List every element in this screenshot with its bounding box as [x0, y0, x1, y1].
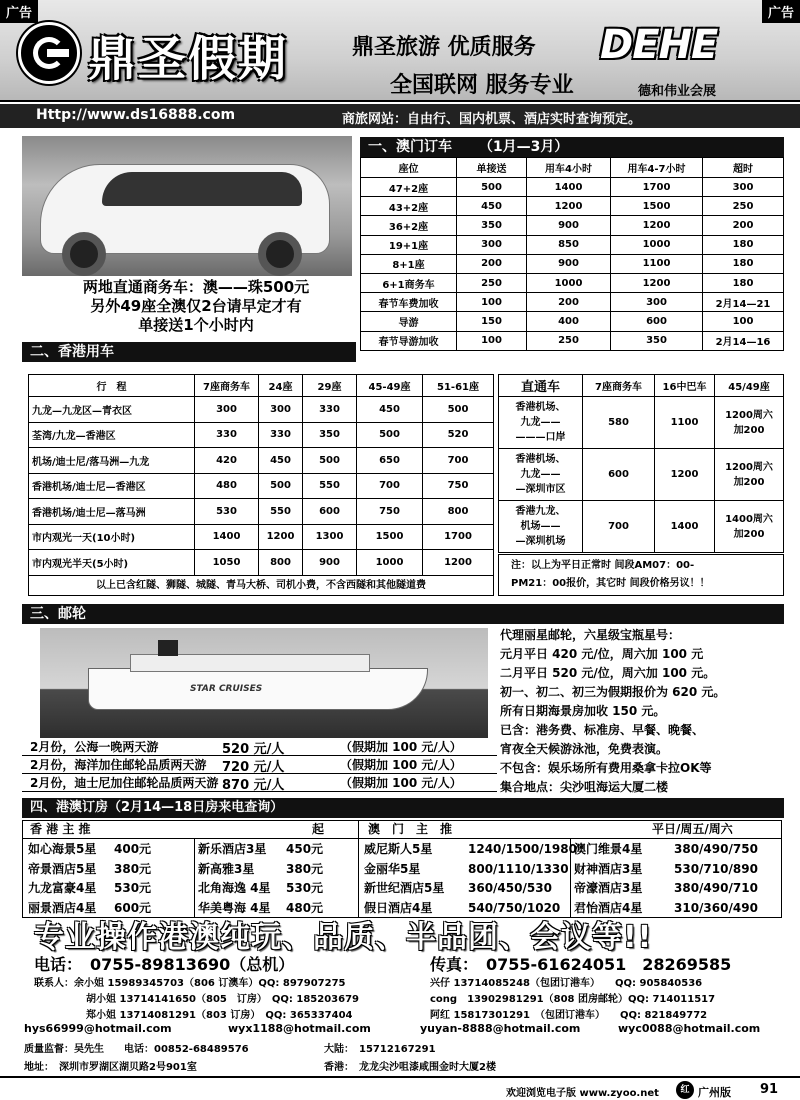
contact-person: 阿红 15817301291 （包团订港车） QQ: 821849772: [430, 1010, 708, 1021]
contact-person: 联系人：余小姐 15989345703（806 订澳车）QQ: 897907275: [34, 978, 346, 989]
hk-cell: 1300: [303, 524, 357, 550]
hotel-name: 澳门维景4星: [574, 842, 643, 856]
price-line: 加200: [733, 476, 765, 488]
hk-cell: 香港机场/迪士尼—香港区: [29, 473, 195, 499]
hotel-price: 800/1110/1330: [468, 861, 569, 876]
table-row: [361, 312, 784, 331]
ad-tag-left: 广告: [0, 0, 38, 23]
macau-cell: 2月14—16: [703, 331, 784, 350]
hotel-name: 九龙富豪4星: [28, 881, 97, 895]
hotel-price: 480元: [286, 900, 324, 915]
direct-45-cell: [715, 397, 784, 449]
macau-cell: 43+2座: [361, 197, 457, 216]
hotel-price: 530元: [114, 881, 152, 895]
macau-section-title: [360, 137, 784, 157]
hotel-name: 新乐酒店3星: [198, 842, 267, 856]
table-row: [499, 397, 784, 449]
cruise-trips: [22, 738, 497, 792]
slogan-2: 全国联网 服务专业: [390, 73, 574, 98]
header: [0, 0, 800, 102]
macau-cell: 导游: [361, 312, 457, 331]
macau-cell: 850: [527, 235, 611, 254]
hk-hotel-heading: 香 港 主 推: [30, 822, 91, 836]
hotel-name: 威尼斯人5星: [364, 842, 433, 856]
macau-cell: 春节导游加收: [361, 331, 457, 350]
direct-cell: 1400: [655, 501, 715, 553]
macau-cell: 350: [457, 216, 527, 235]
table-row: [29, 524, 494, 550]
macau-cell: 春节车费加收: [361, 293, 457, 312]
hk-cell: 1050: [195, 550, 259, 576]
macau-cell: 900: [527, 254, 611, 273]
table-row: [499, 449, 784, 501]
macau-cell: 1500: [611, 197, 703, 216]
hk-header-cell: 29座: [303, 375, 357, 397]
macau-cell: 180: [703, 235, 784, 254]
hk-cell: 520: [423, 422, 494, 448]
direct-note-line: 注：以上为平日正常时 间段AM07：00-: [511, 560, 695, 571]
hotel-price: 530/710/890: [674, 861, 758, 876]
page-footer: [0, 1076, 800, 1100]
direct-car-note: [498, 554, 784, 596]
hotel-name: 假日酒店4星: [364, 900, 433, 915]
hk-cell: 800: [259, 550, 303, 576]
hk-cell: 荃湾/九龙—香港区: [29, 422, 195, 448]
dehe-logo: DEHE: [600, 22, 718, 68]
ad-tag-right: 广告: [762, 0, 800, 23]
hk-cell: 300: [195, 397, 259, 423]
hotel-name: 丽景酒店4星: [28, 900, 97, 915]
route-line: 香港机场、: [515, 402, 566, 413]
website-note: 商旅网站：自由行、国内机票、酒店实时查询预定。: [342, 112, 642, 127]
macau-cell: 180: [703, 273, 784, 292]
hk-cell: 500: [259, 473, 303, 499]
shenzhen-address: 地址： 深圳市罗湖区湖贝路2号901室: [24, 1062, 197, 1073]
table-row: [361, 254, 784, 273]
macau-period: （1月—3月）: [478, 139, 569, 155]
hotel-price: 450元: [286, 842, 324, 856]
hk-cell: 机场/迪士尼/落马洲—九龙: [29, 448, 195, 474]
trip-extra: （假期加 100 元/人）: [340, 740, 462, 754]
cruise-section-title: 三、邮轮: [22, 604, 784, 624]
price-line: 1200周六: [725, 409, 773, 421]
macau-cell: 150: [457, 312, 527, 331]
hk-cell: 800: [423, 499, 494, 525]
hk-cell: 1000: [357, 550, 423, 576]
table-row: [29, 397, 494, 423]
contact-person: 胡小姐 13714141650（805 订房） QQ: 185203679: [86, 994, 359, 1005]
cruise-info-line: 代理丽星邮轮，六星级宝瓶星号：: [500, 628, 681, 642]
hk-cell: 600: [303, 499, 357, 525]
macau-cell: 1000: [527, 273, 611, 292]
macau-cell: 180: [703, 254, 784, 273]
macau-cell: 100: [457, 293, 527, 312]
cruise-info-line: 元月平日 420 元/位，周六加 100 元: [500, 647, 704, 661]
table-row: [361, 216, 784, 235]
van-promo-line: 单接送1个小时内: [138, 316, 254, 334]
hotel-name: 帝景酒店5星: [28, 861, 97, 876]
macau-cell: 300: [703, 178, 784, 197]
direct-cell: 1100: [655, 397, 715, 449]
trip-price: 720 元/人: [222, 760, 285, 775]
cruise-info-line: 初一、初二、初三为假期报价为 620 元。: [500, 685, 726, 699]
macau-cell: 250: [457, 273, 527, 292]
direct-header-cell: 直通车: [499, 375, 583, 397]
hotel-name: 华美粤海 4星: [198, 900, 271, 915]
trip-desc: 2月份，公海一晚两天游: [30, 740, 159, 754]
url-bar: [0, 104, 800, 128]
route-line: 机场——: [520, 521, 561, 532]
macau-cell: 1400: [527, 178, 611, 197]
table-row: [361, 331, 784, 350]
hotel-price: 400元: [114, 842, 152, 856]
hotel-name: 帝濠酒店3星: [574, 881, 643, 895]
cruise-trip-row: [22, 756, 497, 774]
hk-cell: 市内观光半天(5小时): [29, 550, 195, 576]
hotel-price: 380元: [286, 861, 324, 876]
macau-cell: 200: [527, 293, 611, 312]
hk-cell: 500: [423, 397, 494, 423]
hotel-price: 380/490/710: [674, 881, 758, 895]
hk-header-cell: 行 程: [29, 375, 195, 397]
table-row: [361, 273, 784, 292]
hotel-price: 600元: [114, 900, 152, 915]
price-line: 加200: [733, 528, 765, 540]
macau-cell: 1700: [611, 178, 703, 197]
direct-45-cell: [715, 501, 784, 553]
direct-cell: 600: [583, 449, 655, 501]
route-line: 香港机场、: [515, 454, 566, 465]
quality-supervisor: 质量监督：吴先生 电话：00852-68489576: [24, 1044, 249, 1055]
hotel-name: 新世纪酒店5星: [364, 881, 445, 895]
dehe-subtitle: 德和伟业会展: [638, 84, 717, 99]
price-line: 加200: [733, 424, 765, 436]
hk-cell: 650: [357, 448, 423, 474]
macau-header-cell: 超时: [703, 158, 784, 178]
hk-cell: 330: [195, 422, 259, 448]
contact-person: cong 13902981291（808 团房邮轮）QQ: 714011517: [430, 994, 716, 1005]
cruise-trip-row: [22, 738, 497, 756]
direct-45-cell: [715, 449, 784, 501]
hotel-name: 如心海景5星: [28, 842, 97, 856]
macau-cell: 36+2座: [361, 216, 457, 235]
direct-route-cell: [499, 449, 583, 501]
route-line: 香港九龙、: [515, 506, 566, 517]
macau-header-cell: 座位: [361, 158, 457, 178]
hk-cell: 750: [357, 499, 423, 525]
macau-hotel-heading: 澳 门 主 推: [368, 822, 453, 836]
hk-cell: 香港机场/迪士尼—落马洲: [29, 499, 195, 525]
direct-route-cell: [499, 397, 583, 449]
route-line: ———口岸: [515, 432, 566, 443]
macau-cell: 250: [527, 331, 611, 350]
contact-person: 兴仔 13714085248（包团订港车） QQ: 905840536: [430, 978, 703, 989]
cruise-info: [500, 626, 796, 797]
hk-cell: 300: [259, 397, 303, 423]
macau-header-cell: 单接送: [457, 158, 527, 178]
hotel-name: 财神酒店3星: [574, 861, 643, 876]
macau-price-table: [360, 157, 784, 351]
macau-cell: 500: [457, 178, 527, 197]
hk-cell: 330: [303, 397, 357, 423]
table-row: [361, 235, 784, 254]
macau-cell: 100: [703, 312, 784, 331]
hk-price-table: [28, 374, 494, 576]
macau-cell: 100: [457, 331, 527, 350]
hk-cell: 750: [423, 473, 494, 499]
hk-address: 香港： 龙龙尖沙咀漆咸围金时大厦2楼: [324, 1062, 496, 1073]
direct-cell: 580: [583, 397, 655, 449]
table-row: [361, 197, 784, 216]
direct-note-line: PM21：00报价，其它时 间段价格另议！！: [511, 578, 710, 589]
hk-tunnel-note: 以上已含红隧、狮隧、城隧、青马大桥、司机小费，不含西隧和其他隧道费: [28, 576, 494, 596]
hk-cell: 900: [303, 550, 357, 576]
hk-cell: 700: [423, 448, 494, 474]
trip-desc: 2月份，迪士尼加住邮轮品质两天游: [30, 776, 219, 790]
email-link[interactable]: wyx1188@hotmail.com: [228, 1022, 371, 1035]
hotel-price: 530元: [286, 881, 324, 895]
macau-cell: 1100: [611, 254, 703, 273]
macau-price-days: 平日/周五/周六: [652, 822, 733, 836]
table-row: [29, 422, 494, 448]
hk-cell: 350: [303, 422, 357, 448]
direct-car-table: [498, 374, 784, 553]
macau-cell: 1200: [527, 197, 611, 216]
footer-site: 欢迎浏览电子版 www.zyoo.net: [506, 1088, 659, 1099]
table-row: [361, 178, 784, 197]
page-number: 91: [760, 1082, 779, 1097]
hk-cell: 九龙—九龙区—青衣区: [29, 397, 195, 423]
hotel-price: 380/490/750: [674, 842, 758, 856]
hk-section-title: 二、香港用车: [22, 342, 356, 362]
macau-cell: 1200: [611, 216, 703, 235]
hk-cell: 550: [259, 499, 303, 525]
hk-cell: 330: [259, 422, 303, 448]
hk-cell: 1200: [423, 550, 494, 576]
direct-header-cell: 45/49座: [715, 375, 784, 397]
trip-price: 870 元/人: [222, 778, 285, 793]
fax-number: 传真： 0755-61624051 28269585: [430, 955, 732, 974]
cruise-info-line: 已含：港务费、标准房、早餐、晚餐、: [500, 723, 705, 737]
van-promo-line: 另外49座全澳仅2台请早定才有: [90, 297, 302, 315]
hk-cell: 1400: [195, 524, 259, 550]
macau-cell: 6+1商务车: [361, 273, 457, 292]
macau-cell: 250: [703, 197, 784, 216]
macau-cell: 200: [457, 254, 527, 273]
phone-number: 电话： 0755-89813690（总机）: [34, 955, 295, 974]
email-link[interactable]: wyc0088@hotmail.com: [618, 1022, 761, 1035]
table-row: [29, 550, 494, 576]
trip-extra: （假期加 100 元/人）: [340, 758, 462, 772]
brand-logo-icon: [18, 22, 80, 84]
hk-cell: 1500: [357, 524, 423, 550]
macau-cell: 350: [611, 331, 703, 350]
hk-cell: 420: [195, 448, 259, 474]
hotel-price: 360/450/530: [468, 881, 552, 895]
hotel-price: 540/750/1020: [468, 900, 561, 915]
hk-cell: 市内观光一天(10小时): [29, 524, 195, 550]
route-line: 九龙——: [520, 469, 561, 480]
route-line: —深圳市区: [515, 484, 566, 495]
website-link[interactable]: Http://www.ds16888.com: [36, 107, 236, 123]
macau-cell: 900: [527, 216, 611, 235]
macau-header-cell: 用车4-7小时: [611, 158, 703, 178]
macau-cell: 19+1座: [361, 235, 457, 254]
hk-cell: 500: [303, 448, 357, 474]
footer-badge-icon: 红: [676, 1081, 694, 1099]
direct-header-cell: 16中巴车: [655, 375, 715, 397]
hk-cell: 530: [195, 499, 259, 525]
direct-header-cell: 7座商务车: [583, 375, 655, 397]
price-line: 1400周六: [725, 513, 773, 525]
cruise-ship-photo: [40, 628, 488, 738]
trip-price: 520 元/人: [222, 742, 285, 757]
macau-cell: 1000: [611, 235, 703, 254]
hk-from-label: 起: [312, 822, 325, 836]
slogan-1: 鼎圣旅游 优质服务: [352, 35, 536, 60]
cruise-info-line: 集合地点：尖沙咀海运大厦二楼: [500, 780, 669, 794]
cruise-info-line: 二月平日 520 元/位，周六加 100 元。: [500, 666, 716, 680]
mainland-phone: 大陆： 15712167291: [324, 1044, 436, 1055]
macau-cell: 400: [527, 312, 611, 331]
table-row: [361, 293, 784, 312]
hk-cell: 500: [357, 422, 423, 448]
van-promo-line: 两地直通商务车：澳——珠500元: [82, 278, 310, 296]
hotel-price: 380元: [114, 861, 152, 876]
hk-cell: 1700: [423, 524, 494, 550]
hk-header-cell: 51-61座: [423, 375, 494, 397]
table-row: [499, 501, 784, 553]
hotel-name: 金丽华5星: [364, 861, 421, 876]
trip-desc: 2月份，海洋加住邮轮品质两天游: [30, 758, 207, 772]
hotel-section-title: 四、港澳订房（2月14—18日房来电查询）: [22, 798, 784, 818]
route-line: 九龙——: [520, 417, 561, 428]
macau-cell: 300: [611, 293, 703, 312]
route-line: —深圳机场: [515, 536, 566, 547]
macau-cell: 300: [457, 235, 527, 254]
hotel-name: 新高雅3星: [198, 861, 255, 876]
table-row: [29, 499, 494, 525]
contact-person: 郑小姐 13714081291（803 订房） QQ: 365337404: [86, 1010, 353, 1021]
hotel-name: 君怡酒店4星: [574, 900, 643, 915]
price-line: 1200周六: [725, 461, 773, 473]
macau-cell: 600: [611, 312, 703, 331]
hotel-price: 310/360/490: [674, 900, 758, 915]
trip-extra: （假期加 100 元/人）: [340, 776, 462, 790]
macau-cell: 200: [703, 216, 784, 235]
macau-header-cell: 用车4小时: [527, 158, 611, 178]
hotel-name: 北角海逸 4星: [198, 881, 271, 895]
macau-cell: 1200: [611, 273, 703, 292]
table-row: [29, 448, 494, 474]
table-row: [29, 473, 494, 499]
macau-cell: 8+1座: [361, 254, 457, 273]
ship-label: STAR CRUISES: [190, 684, 263, 694]
brand-name: 鼎圣假期: [88, 31, 289, 87]
hk-cell: 480: [195, 473, 259, 499]
promo-banner: 专业操作港澳纯玩、品质、半品团、会议等!!: [34, 920, 653, 955]
macau-cell: 47+2座: [361, 178, 457, 197]
cruise-info-line: 宵夜全天候游泳池，免费表演。: [500, 742, 669, 756]
email-link[interactable]: yuyan-8888@hotmail.com: [420, 1022, 581, 1035]
hotel-price: 1240/1500/1980: [468, 842, 577, 856]
hk-header-cell: 24座: [259, 375, 303, 397]
direct-route-cell: [499, 501, 583, 553]
direct-cell: 1200: [655, 449, 715, 501]
cruise-trip-row: [22, 774, 497, 792]
macau-title: 一、澳门订车: [368, 139, 452, 155]
hk-header-cell: 7座商务车: [195, 375, 259, 397]
hk-cell: 700: [357, 473, 423, 499]
cruise-info-line: 所有日期海景房加收 150 元。: [500, 704, 666, 718]
cruise-info-line: 不包含：娱乐场所有费用桑拿卡拉OK等: [500, 761, 712, 775]
hk-cell: 550: [303, 473, 357, 499]
van-photo: [22, 136, 352, 276]
email-link[interactable]: hys66999@hotmail.com: [24, 1022, 172, 1035]
hk-cell: 1200: [259, 524, 303, 550]
hk-cell: 450: [259, 448, 303, 474]
footer-edition: 广州版: [698, 1086, 731, 1099]
direct-cell: 700: [583, 501, 655, 553]
hk-cell: 450: [357, 397, 423, 423]
hk-header-cell: 45-49座: [357, 375, 423, 397]
macau-cell: 450: [457, 197, 527, 216]
macau-cell: 2月14—21: [703, 293, 784, 312]
van-promo: [26, 278, 366, 335]
